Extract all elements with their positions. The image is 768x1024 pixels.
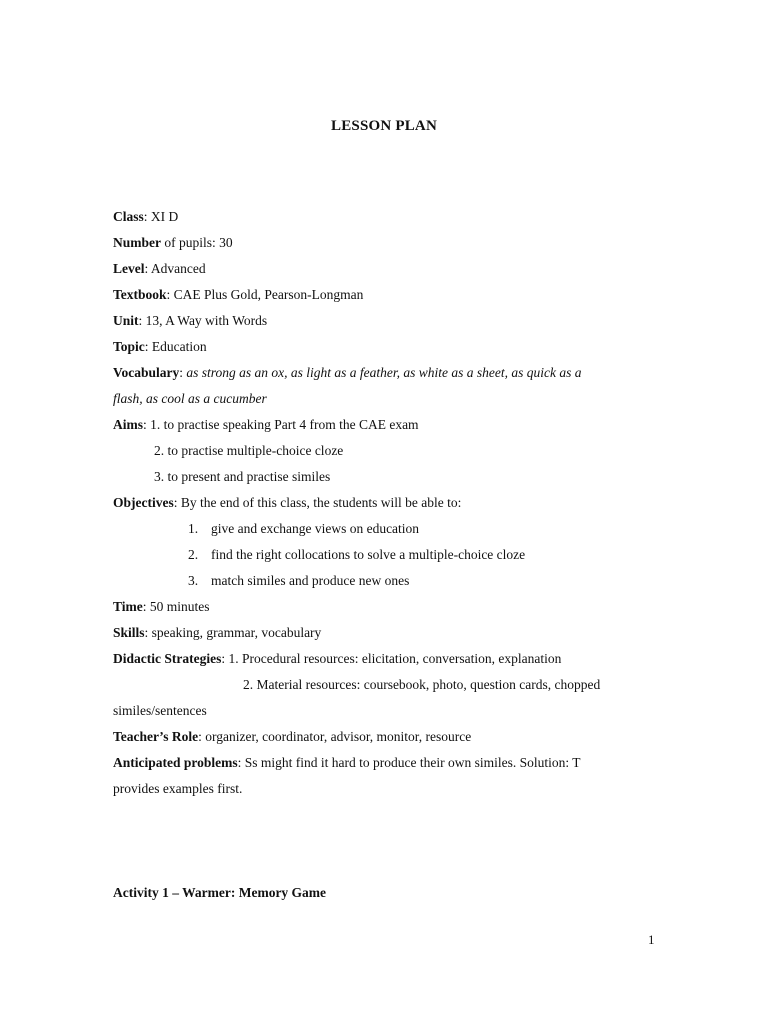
aims-item-3: 3. to present and practise similes — [154, 469, 331, 484]
vocabulary-line — [113, 364, 582, 382]
level-line — [113, 260, 206, 278]
vocabulary-text-1: as strong as an ox, as light as a feather, as white as a sheet, as quick as a — [186, 365, 582, 380]
unit-line — [113, 312, 267, 330]
objectives-line — [113, 494, 461, 512]
skills-line — [113, 624, 321, 642]
aims-label: Aims — [113, 417, 143, 432]
unit-label: Unit — [113, 313, 139, 328]
class-value: : XI D — [143, 209, 179, 224]
objectives-intro: : By the end of this class, the students will be able to: — [173, 495, 462, 510]
anticipated-label: Anticipated problems — [113, 755, 238, 770]
teacher-role-line — [113, 728, 471, 746]
time-line — [113, 598, 210, 616]
textbook-value: : CAE Plus Gold, Pearson-Longman — [166, 287, 364, 302]
textbook-line — [113, 286, 363, 304]
objective-number: 2. — [188, 547, 199, 562]
vocabulary-text-2: flash, as cool as a cucumber — [113, 391, 267, 406]
objective-text: match similes and produce new ones — [211, 573, 410, 588]
class-label: Class — [113, 209, 144, 224]
time-value: : 50 minutes — [142, 599, 210, 614]
teacher-role-label: Teacher’s Role — [113, 729, 199, 744]
aims-item-2: 2. to practise multiple-choice cloze — [154, 443, 344, 458]
time-label: Time — [113, 599, 143, 614]
level-value: : Advanced — [144, 261, 206, 276]
aims-item-1: : 1. to practise speaking Part 4 from the CAE exam — [143, 417, 419, 432]
level-label: Level — [113, 261, 145, 276]
class-line — [113, 208, 178, 226]
didactic-text-3: similes/sentences — [113, 703, 207, 718]
objective-item — [188, 546, 525, 564]
objective-text: give and exchange views on education — [211, 521, 420, 536]
objective-number: 3. — [188, 573, 199, 588]
aims-line — [113, 416, 419, 434]
teacher-role-value: : organizer, coordinator, advisor, monitor, resource — [198, 729, 472, 744]
objectives-label: Objectives — [113, 495, 174, 510]
unit-value: : 13, A Way with Words — [138, 313, 268, 328]
skills-value: : speaking, grammar, vocabulary — [144, 625, 322, 640]
vocabulary-label: Vocabulary — [113, 365, 180, 380]
page-title: LESSON PLAN — [331, 118, 437, 134]
didactic-text-2: 2. Material resources: coursebook, photo, question cards, chopped — [243, 677, 601, 692]
number-value: of pupils: 30 — [161, 235, 233, 250]
textbook-label: Textbook — [113, 287, 167, 302]
page-number: 1 — [648, 932, 655, 947]
topic-label: Topic — [113, 339, 145, 354]
didactic-label: Didactic Strategies — [113, 651, 222, 666]
activity-heading: Activity 1 – Warmer: Memory Game — [113, 885, 327, 900]
anticipated-text-1: : Ss might find it hard to produce their own similes. Solution: T — [237, 755, 581, 770]
topic-value: : Education — [144, 339, 207, 354]
objective-item — [188, 520, 419, 538]
objective-item — [188, 572, 409, 590]
topic-line — [113, 338, 207, 356]
didactic-text-1: : 1. Procedural resources: elicitation, conversation, explanation — [221, 651, 562, 666]
anticipated-line — [113, 754, 581, 772]
number-label: Number — [113, 235, 161, 250]
objective-text: find the right collocations to solve a multiple-choice cloze — [211, 547, 526, 562]
objective-number: 1. — [188, 521, 199, 536]
anticipated-text-2: provides examples first. — [113, 781, 243, 796]
vocabulary-sep: : — [179, 365, 187, 380]
didactic-line — [113, 650, 561, 668]
number-line — [113, 234, 233, 252]
skills-label: Skills — [113, 625, 145, 640]
